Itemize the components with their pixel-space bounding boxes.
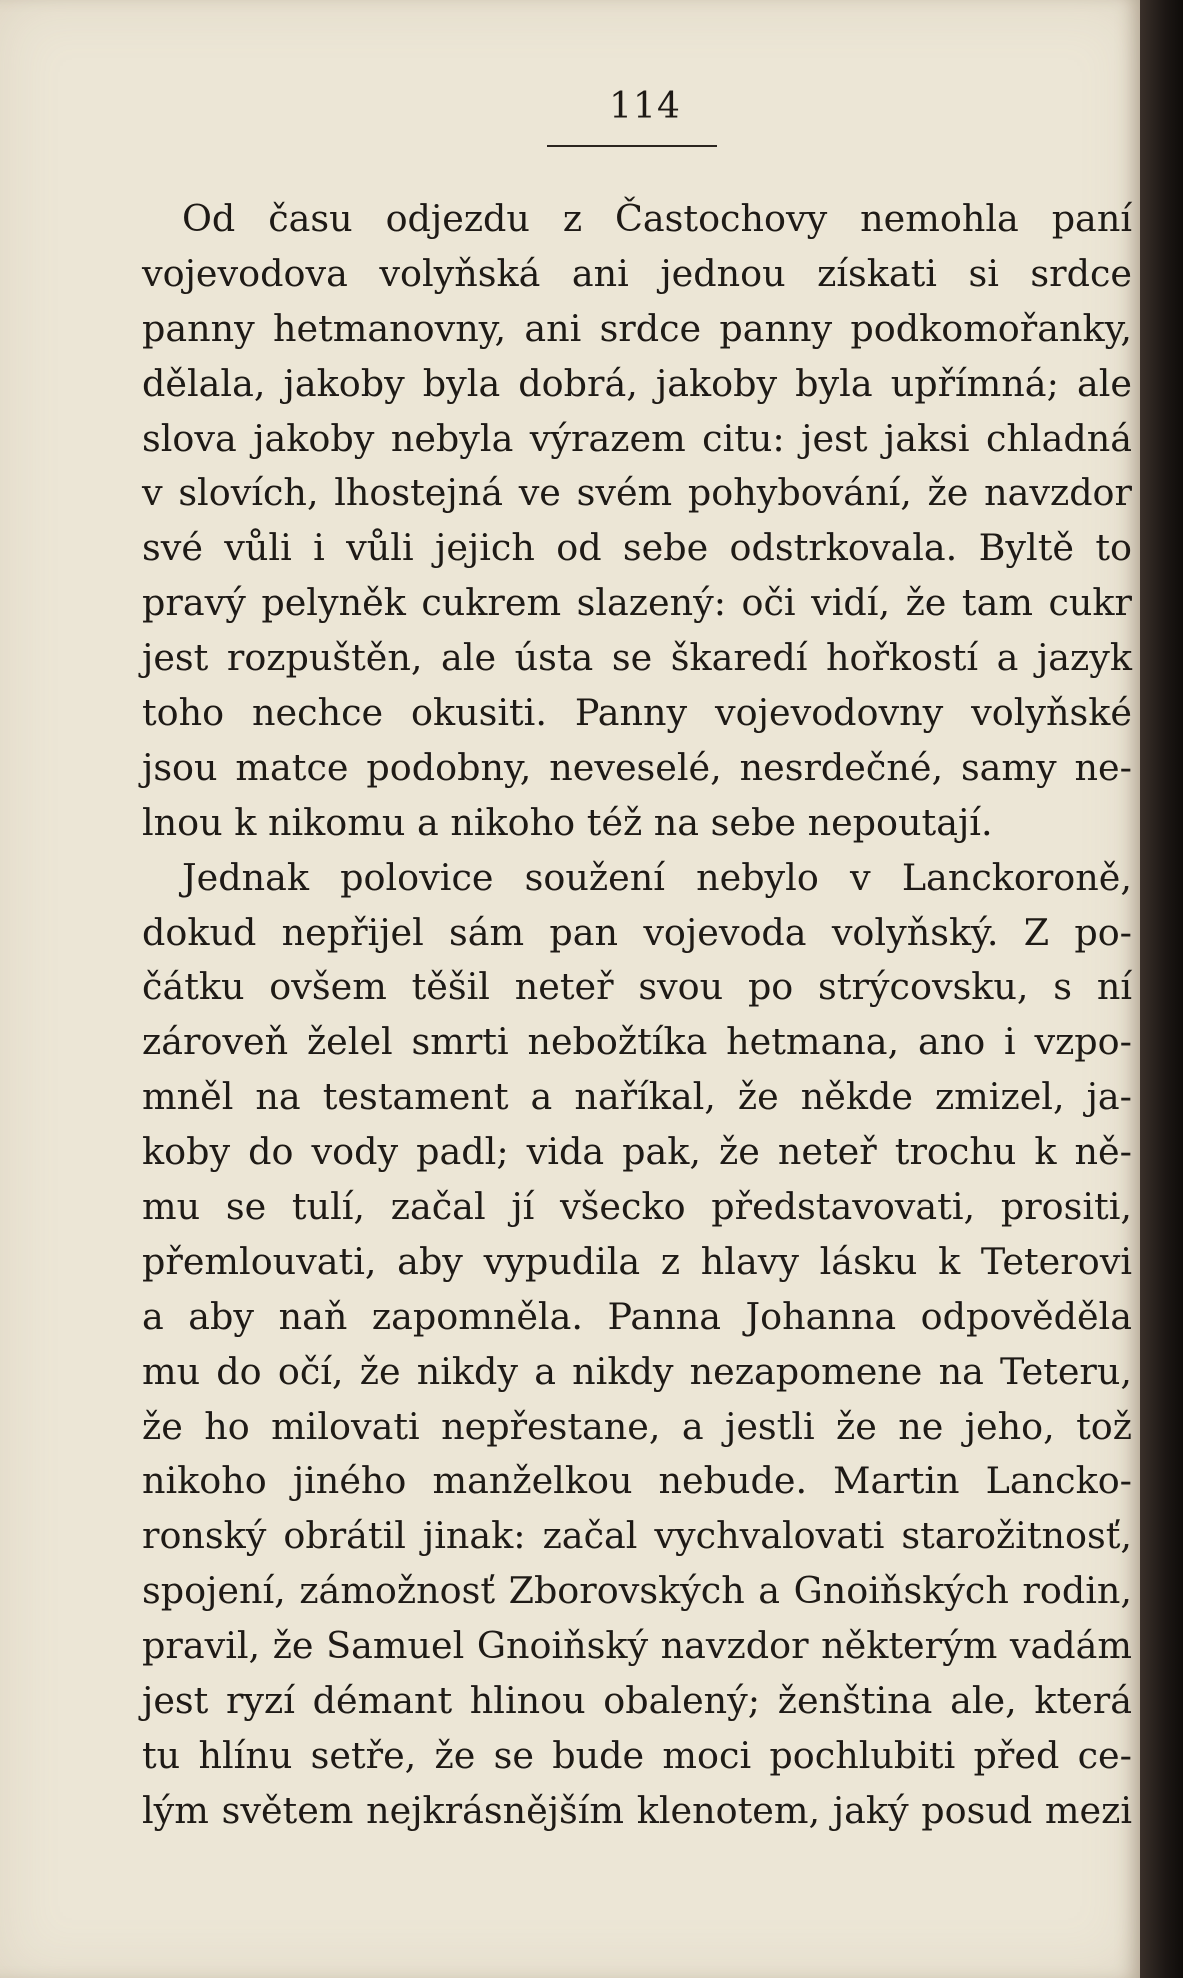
text-line: čátku ovšem těšil neteř svou po strýcovsku, s ní: [142, 965, 1132, 1009]
text-line: ronský obrátil jinak: začal vychvalovati starožitnosť,: [142, 1514, 1132, 1558]
text-line: lým světem nejkrásnějším klenotem, jaký posud mezi: [142, 1788, 1132, 1832]
text-line: zároveň želel smrti nebožtíka hetmana, ano i vzpo-: [142, 1020, 1132, 1064]
text-line: spojení, zámožnosť Zborovských a Gnoiňských rodin,: [142, 1569, 1132, 1613]
text-line: mu se tulí, začal jí všecko představovati, prositi,: [142, 1185, 1132, 1229]
text-line: v slovích, lhostejná ve svém pohybování, že navzdor: [142, 471, 1132, 515]
text-line: Od času odjezdu z Častochovy nemohla paní: [182, 197, 1132, 240]
text-line: jest rozpuštěn, ale ústa se škaredí hořkostí a jazyk: [142, 636, 1132, 680]
text-line: panny hetmanovny, ani srdce panny podkomořanky,: [142, 306, 1132, 350]
text-line: a aby naň zapomněla. Panna Johanna odpověděla: [142, 1294, 1132, 1338]
text-line: mu do očí, že nikdy a nikdy nezapomene na Teteru,: [142, 1349, 1132, 1393]
text-line: jsou matce podobny, neveselé, nesrdečné, samy ne-: [142, 745, 1132, 789]
text-line: Jednak polovice soužení nebylo v Lanckoroně,: [182, 855, 1132, 899]
text-line: že ho milovati nepřestane, a jestli že ne jeho, tož: [142, 1404, 1132, 1448]
text-line: jest ryzí démant hlinou obalený; ženština ale, která: [142, 1679, 1132, 1723]
text-line: dělala, jakoby byla dobrá, jakoby byla upřímná; ale: [142, 361, 1132, 405]
body-text: [142, 192, 1132, 1839]
text-line: slova jakoby nebyla výrazem citu: jest jaksi chladná: [142, 416, 1132, 460]
text-line: toho nechce okusiti. Panny vojevodovny volyňské: [142, 691, 1132, 735]
text-line: koby do vody padl; vida pak, že neteř trochu k ně-: [142, 1130, 1132, 1174]
text-line: pravil, že Samuel Gnoiňský navzdor některým vadám: [142, 1624, 1132, 1668]
text-line: mněl na testament a naříkal, že někde zmizel, ja-: [142, 1075, 1132, 1119]
text-line: pravý pelyněk cukrem slazený: oči vidí, že tam cukr: [142, 581, 1132, 625]
page-number: 114: [609, 86, 681, 127]
text-line: lnou k nikomu a nikoho též na sebe nepoutají.: [142, 800, 993, 844]
text-line: tu hlínu setře, že se bude moci pochlubiti před ce-: [142, 1733, 1132, 1777]
text-line: vojevodova volyňská ani jednou získati si srdce: [142, 251, 1132, 295]
text-line: své vůli i vůli jejich od sebe odstrkovala. Byltě to: [142, 526, 1132, 570]
page-edge: [1140, 0, 1183, 1978]
header-rule: [547, 145, 717, 147]
text-line: dokud nepřijel sám pan vojevoda volyňský. Z po-: [142, 910, 1132, 954]
page-header: [0, 86, 1140, 135]
text-line: přemlouvati, aby vypudila z hlavy lásku k Teterovi: [142, 1239, 1132, 1283]
text-line: nikoho jiného manželkou nebude. Martin Lancko-: [142, 1459, 1132, 1503]
